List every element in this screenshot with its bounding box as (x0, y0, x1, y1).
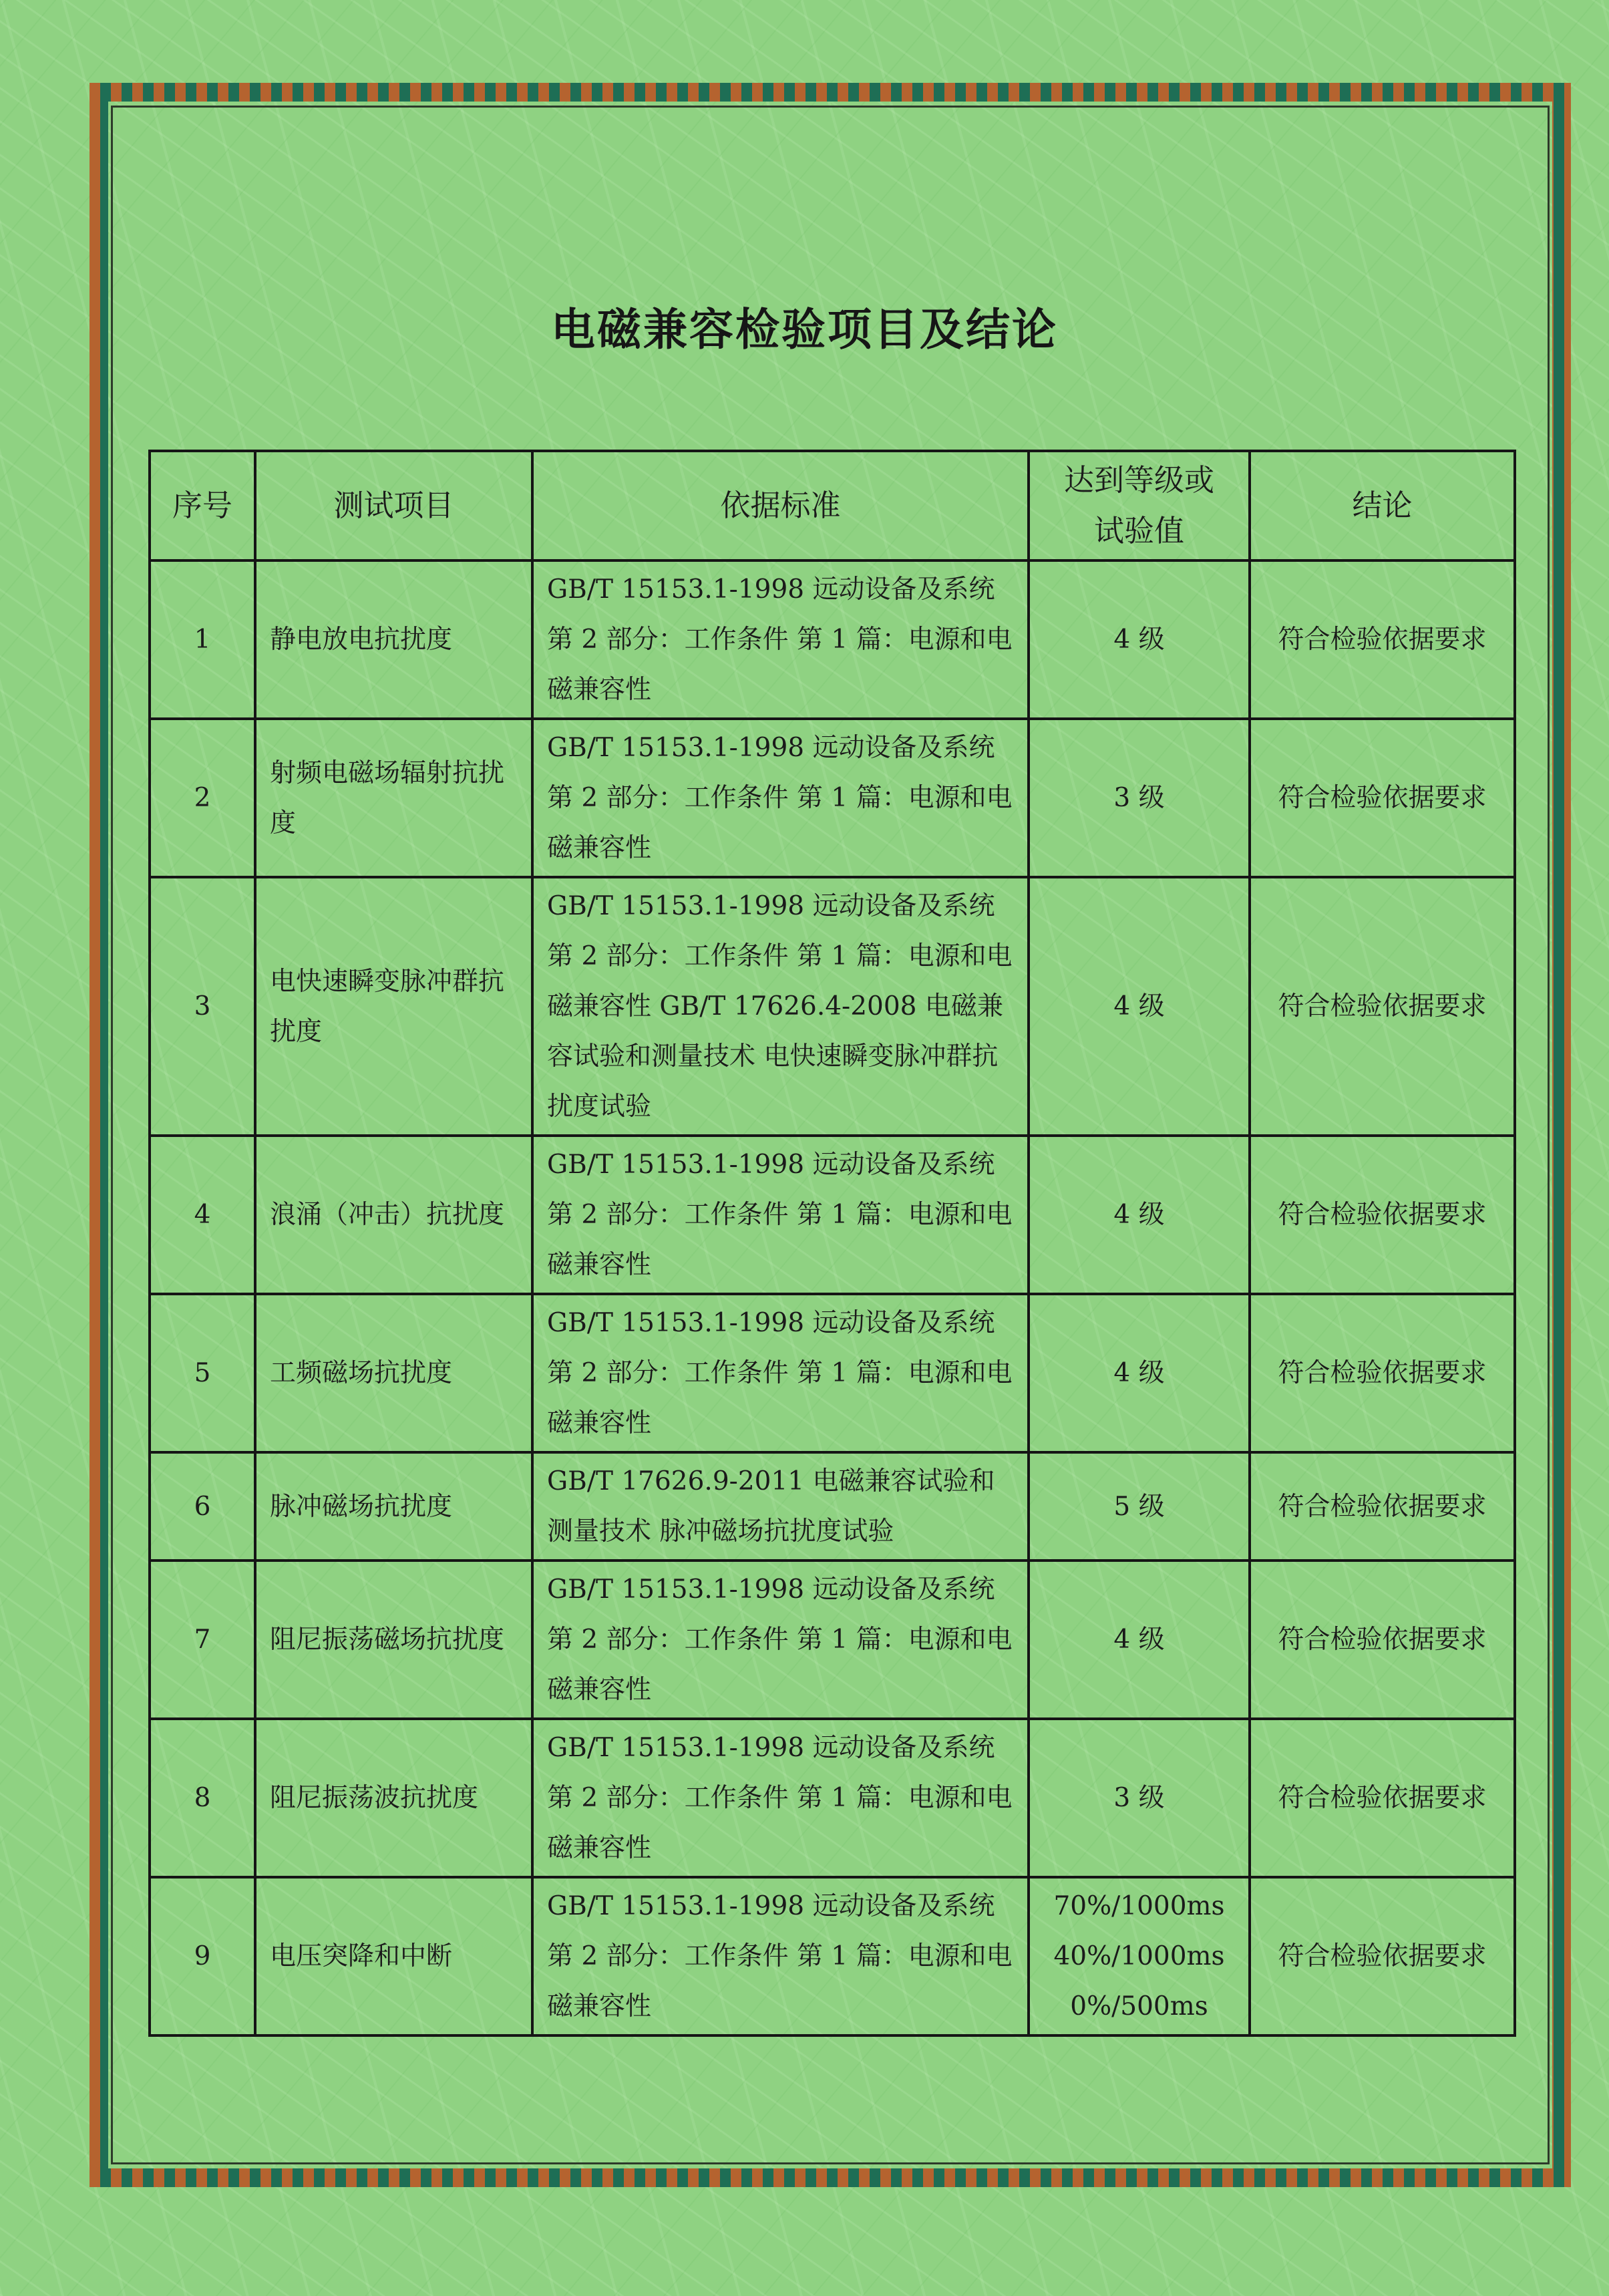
test-item: 静电放电抗扰度 (255, 560, 532, 719)
standard-reference: GB/T 15153.1-1998 远动设备及系统 第 2 部分：工作条件 第 1 篇：电源和电磁兼容性 GB/T 17626.4-2008 电磁兼容试验和测量技术 电快速瞬变脉冲群抗扰度试验 (532, 877, 1029, 1136)
level-value (1029, 1561, 1250, 1719)
level-line: 0%/500ms (1070, 1991, 1208, 2021)
header-level-line2: 试验值 (1093, 513, 1184, 548)
level-line: 4 级 (1113, 991, 1165, 1021)
level-line: 4 级 (1113, 1625, 1165, 1655)
conclusion: 符合检验依据要求 (1250, 877, 1515, 1136)
level-line: 3 级 (1113, 783, 1165, 813)
conclusion: 符合检验依据要求 (1250, 1294, 1515, 1452)
row-number: 5 (150, 1294, 255, 1452)
row-number: 2 (150, 719, 255, 877)
conclusion: 符合检验依据要求 (1250, 560, 1515, 719)
level-value (1029, 877, 1250, 1136)
standard-reference: GB/T 15153.1-1998 远动设备及系统 第 2 部分：工作条件 第 1 篇：电源和电磁兼容性 (532, 1561, 1029, 1719)
standard-reference: GB/T 15153.1-1998 远动设备及系统 第 2 部分：工作条件 第 1 篇：电源和电磁兼容性 (532, 1877, 1029, 2035)
standard-reference: GB/T 15153.1-1998 远动设备及系统 第 2 部分：工作条件 第 1 篇：电源和电磁兼容性 (532, 719, 1029, 877)
level-line: 5 级 (1113, 1491, 1165, 1522)
standard-reference: GB/T 15153.1-1998 远动设备及系统 第 2 部分：工作条件 第 1 篇：电源和电磁兼容性 (532, 1294, 1029, 1452)
level-value (1029, 719, 1250, 877)
level-value (1029, 1877, 1250, 2035)
emc-test-table (148, 450, 1516, 2037)
standard-reference: GB/T 15153.1-1998 远动设备及系统 第 2 部分：工作条件 第 1 篇：电源和电磁兼容性 (532, 560, 1029, 719)
test-item: 射频电磁场辐射抗扰度 (255, 719, 532, 877)
table-row (150, 1719, 1515, 1877)
header-item: 测试项目 (255, 451, 532, 560)
row-number: 8 (150, 1719, 255, 1877)
header-level-line1: 达到等级或 (1063, 462, 1214, 498)
row-number: 4 (150, 1136, 255, 1294)
header-standard: 依据标准 (532, 451, 1029, 560)
level-value (1029, 1136, 1250, 1294)
table-row (150, 1561, 1515, 1719)
level-line: 4 级 (1113, 1358, 1165, 1388)
test-item: 电压突降和中断 (255, 1877, 532, 2035)
test-item: 脉冲磁场抗扰度 (255, 1452, 532, 1561)
standard-reference: GB/T 15153.1-1998 远动设备及系统 第 2 部分：工作条件 第 1 篇：电源和电磁兼容性 (532, 1719, 1029, 1877)
level-value (1029, 1452, 1250, 1561)
test-item: 阻尼振荡磁场抗扰度 (255, 1561, 532, 1719)
table-body (150, 560, 1515, 2035)
conclusion: 符合检验依据要求 (1250, 719, 1515, 877)
test-item: 工频磁场抗扰度 (255, 1294, 532, 1452)
conclusion: 符合检验依据要求 (1250, 1561, 1515, 1719)
header-no: 序号 (150, 451, 255, 560)
table-row (150, 1877, 1515, 2035)
level-line: 4 级 (1113, 1200, 1165, 1230)
row-number: 9 (150, 1877, 255, 2035)
table-header-row (150, 451, 1515, 560)
table-row (150, 1136, 1515, 1294)
conclusion: 符合检验依据要求 (1250, 1452, 1515, 1561)
document-title: 电磁兼容检验项目及结论 (551, 304, 1058, 355)
level-line: 70%/1000ms (1053, 1891, 1225, 1921)
test-item: 阻尼振荡波抗扰度 (255, 1719, 532, 1877)
table-row (150, 877, 1515, 1136)
header-result: 结论 (1250, 451, 1515, 560)
row-number: 6 (150, 1452, 255, 1561)
level-value (1029, 560, 1250, 719)
test-item: 浪涌（冲击）抗扰度 (255, 1136, 532, 1294)
level-line: 3 级 (1113, 1783, 1165, 1813)
level-line: 4 级 (1113, 625, 1165, 655)
row-number: 7 (150, 1561, 255, 1719)
row-number: 3 (150, 877, 255, 1136)
table-row (150, 1452, 1515, 1561)
conclusion: 符合检验依据要求 (1250, 1719, 1515, 1877)
level-value (1029, 1719, 1250, 1877)
level-value (1029, 1294, 1250, 1452)
standard-reference: GB/T 17626.9-2011 电磁兼容试验和测量技术 脉冲磁场抗扰度试验 (532, 1452, 1029, 1561)
header-level (1029, 451, 1250, 560)
conclusion: 符合检验依据要求 (1250, 1877, 1515, 2035)
row-number: 1 (150, 560, 255, 719)
table-row (150, 719, 1515, 877)
conclusion: 符合检验依据要求 (1250, 1136, 1515, 1294)
level-line: 40%/1000ms (1053, 1941, 1225, 1971)
table-row (150, 560, 1515, 719)
table-row (150, 1294, 1515, 1452)
test-item: 电快速瞬变脉冲群抗扰度 (255, 877, 532, 1136)
standard-reference: GB/T 15153.1-1998 远动设备及系统 第 2 部分：工作条件 第 1 篇：电源和电磁兼容性 (532, 1136, 1029, 1294)
